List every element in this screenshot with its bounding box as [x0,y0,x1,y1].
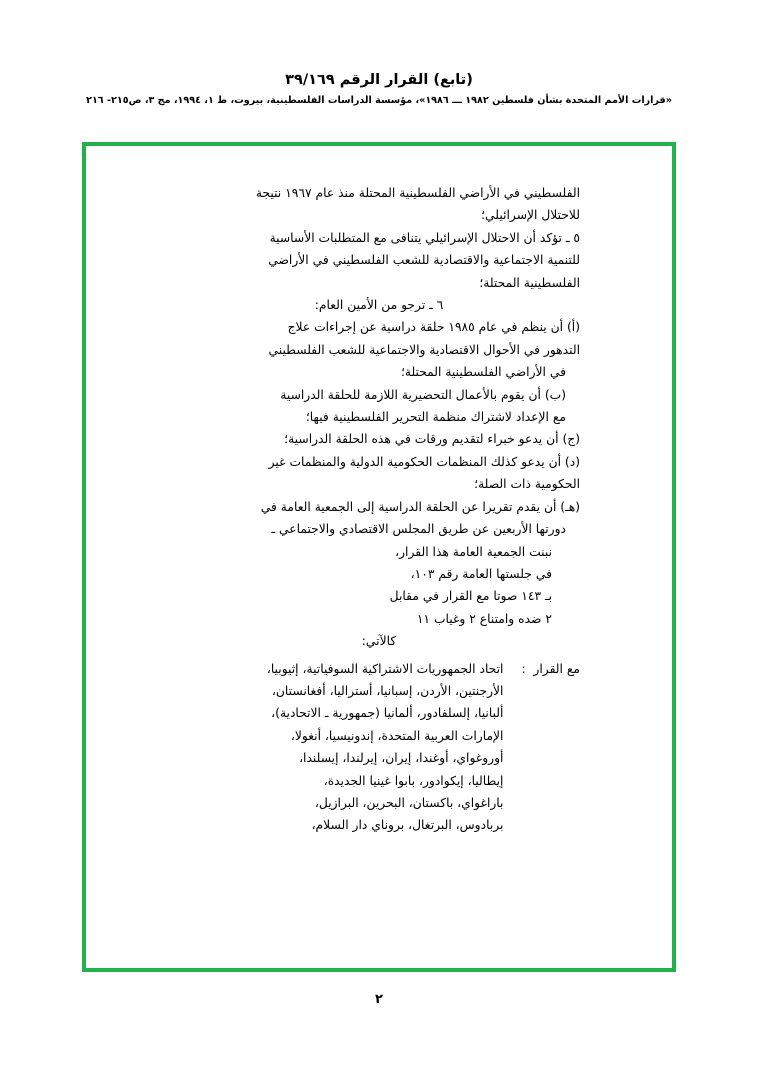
body-line: ٥ ـ تؤكد أن الاحتلال الإسرائيلي يتنافى مع المتطلبات الأساسية [269,230,580,245]
list-item: الإمارات العربية المتحدة، إندونيسيا، أنغولا، [290,728,504,743]
body-line: مع الإعداد لاشتراك منظمة التحرير الفلسطينية فيها؛ [305,410,566,425]
page-title: (تابع) القرار الرقم ٣٩/١٦٩ [285,72,473,88]
vote-country-list [267,658,522,837]
body-line: ٢ ضده وامتناع ٢ وغياب ١١ [416,611,552,626]
body-line: (ج) أن يدعو خبراء لتقديم ورقات في هذه الحلقة الدراسية؛ [284,432,580,447]
vote-label: مع القرار : [521,661,580,676]
list-item: باراغواي، باكستان، البحرين، البرازيل، [314,795,504,810]
source-citation: «قرارات الأمم المتحدة بشأن فلسطين ١٩٨٢ ـــ ١٩٨٦»، مؤسسة الدراسات الفلسطينية، بيروت، ط ١، ١٩٩٤، مج ٣، ص٢١٥- ٢١٦ [86,95,672,106]
body-line: ٦ ـ ترجو من الأمين العام: [314,298,444,313]
body-line: التدهور في الأحوال الاقتصادية والاجتماعية للشعب الفلسطيني [268,342,580,357]
list-item: إيطاليا، إيكوادور، بابوا غينيا الجديدة، [323,773,504,788]
body-line: في الأراضي الفلسطينية المحتلة؛ [400,365,566,380]
content-frame [82,142,676,972]
body-line: الفلسطينية المحتلة؛ [479,275,580,290]
body-line: دورتها الأربعين عن طريق المجلس الاقتصادي والاجتماعي ـ [271,522,566,537]
list-item: اتحاد الجمهوريات الاشتراكية السوفياتية، إثيوبيا، [266,661,504,676]
body-line: بـ ١٤٣ صوتا مع القرار في مقابل [389,589,552,604]
document-header [0,72,758,106]
body-line: للتنمية الاجتماعية والاقتصادية للشعب الفلسطيني في الأراضي [268,253,580,268]
page-number: ٢ [375,992,383,1007]
body-line: (أ) أن ينظم في عام ١٩٨٥ حلقة دراسية عن إجراءات علاج [287,320,580,335]
list-item: بربادوس، البرتغال، بروناي دار السلام، [311,818,504,833]
body-line: الحكومية ذات الصلة؛ [474,477,580,492]
document-body [86,146,672,968]
list-item: أوروغواي، أوغندا، إيران، إيرلندا، إيسلندا، [299,751,504,766]
body-line: للاحتلال الإسرائيلي؛ [481,208,580,223]
list-item: ألبانيا، إلسلفادور، ألمانيا (جمهورية ـ الاتحادية)، [271,706,504,721]
body-line: (د) أن يدعو كذلك المنظمات الحكومية الدولية والمنظمات غير [268,454,580,469]
list-item: الأرجنتين، الأردن، إسبانيا، أستراليا، أفغانستان، [271,683,504,698]
vote-block [178,658,580,837]
body-line: نبنت الجمعية العامة هذا القرار، [395,544,552,559]
body-line: الفلسطيني في الأراضي الفلسطينية المحتلة منذ عام ١٩٦٧ نتيجة [255,186,580,200]
body-line: (ب) أن يقوم بالأعمال التحضيرية اللازمة للحلقة الدراسية [280,387,566,402]
body-line: كالآتي: [361,634,397,649]
body-line: في جلستها العامة رقم ١٠٣، [410,566,552,581]
body-line: (هـ) أن يقدم تقريرا عن الحلقة الدراسية إلى الجمعية العامة في [260,499,580,514]
